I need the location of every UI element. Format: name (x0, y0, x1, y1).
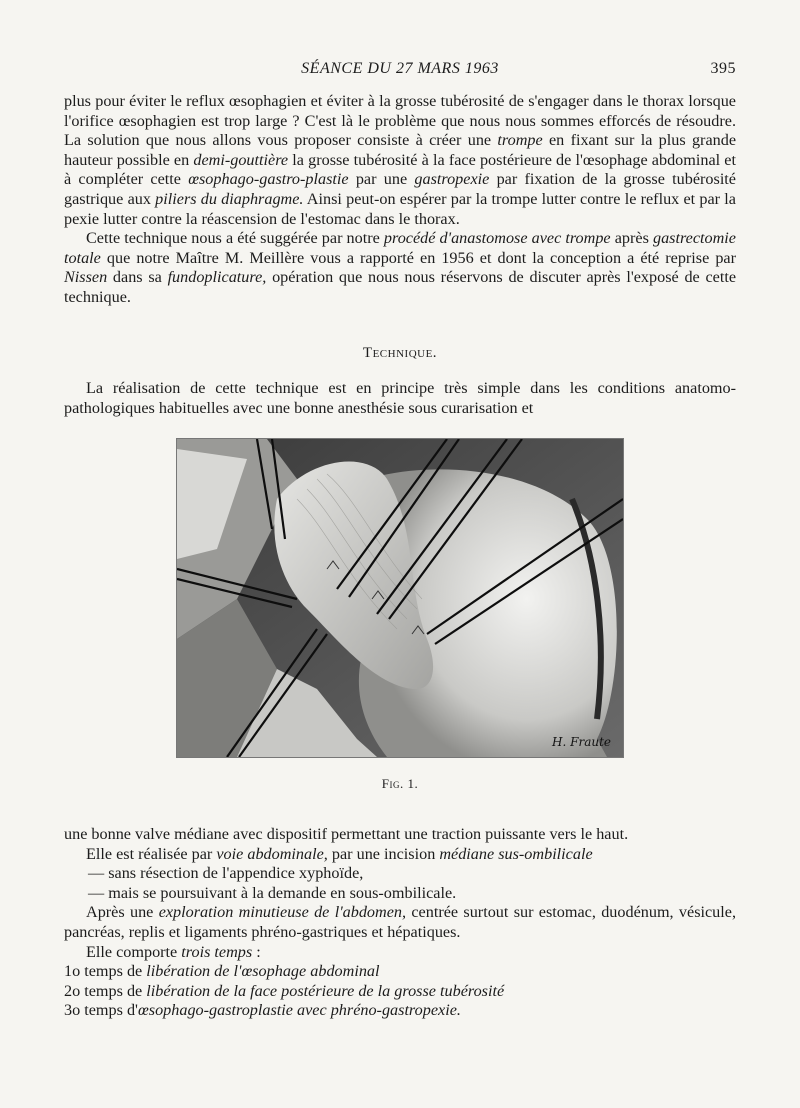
text: Cette technique nous a été suggérée par notre (86, 229, 384, 248)
paragraph-5 (64, 845, 736, 865)
page-header (64, 60, 736, 82)
italic-term: piliers du diaphragme. (155, 189, 304, 208)
text: Elle est réalisée par (86, 844, 217, 863)
step-3 (64, 1001, 736, 1021)
italic-term: gastrectomie totale (64, 229, 736, 267)
paragraph-7 (64, 943, 736, 963)
paragraph-4: une bonne valve médiane avec dispositif permettant une traction puissante vers le haut. (64, 825, 629, 843)
italic-term: libération de l'œsophage abdominal (146, 962, 380, 981)
text: par une incision (327, 844, 440, 863)
italic-term: médiane sus-ombilicale (439, 844, 593, 863)
body-technique (64, 379, 736, 418)
step-2 (64, 982, 736, 1002)
step-number: 2o (64, 981, 81, 1000)
dash-item-2: — mais se poursuivant à la demande en sous-ombilicale. (88, 883, 457, 902)
italic-term: libération de la face postérieure de la grosse tubérosité (146, 981, 505, 1000)
paragraph-3: La réalisation de cette technique est en principe très simple dans les conditions anatomo-pathologiques habituelles avec une bonne anesthésie sous curarisation et (64, 379, 736, 417)
text: temps d' (80, 1001, 138, 1020)
running-title: SÉANCE DU 27 MARS 1963 (301, 60, 499, 77)
paragraph-1 (64, 92, 736, 229)
dash-item-1: — sans résection de l'appendice xyphoïde, (88, 864, 364, 883)
illustrator-signature: H. Fraute (552, 735, 611, 749)
step-number: 1o (64, 962, 81, 981)
italic-term: voie abdominale, (216, 844, 328, 863)
italic-term: demi-gouttière (193, 150, 289, 169)
italic-term: procédé d'anastomose avec trompe (383, 229, 611, 248)
step-1 (64, 962, 736, 982)
italic-term: Nissen (64, 268, 108, 287)
italic-term: gastropexie (414, 170, 490, 189)
text: après (610, 229, 653, 248)
italic-term: œsophago-gastroplastie avec phréno-gastropexie. (137, 1001, 461, 1020)
italic-term: fundoplicature, (167, 268, 267, 287)
text: Après une (86, 903, 159, 922)
text: : (252, 942, 261, 961)
surgical-illustration (176, 438, 624, 758)
text: par une (348, 170, 415, 189)
italic-term: trompe (497, 131, 543, 150)
text: temps de (80, 981, 147, 1000)
illustration-drawing (177, 439, 623, 757)
text: Elle comporte (86, 942, 182, 961)
text: que notre Maître M. Meillère vous a rapporté en 1956 et dont la conception a été reprise par (100, 248, 736, 267)
text: dans sa (107, 268, 168, 287)
text: Ainsi peut-on espérer par la trompe lutter contre le reflux et par la pexie lutter contre la réascension de l'estomac dans le thorax. (64, 189, 736, 228)
body-bottom (64, 825, 736, 1021)
text: la grosse tubérosité à la face postérieure de l'œsophage abdominal et à compléter cette (64, 150, 736, 189)
paragraph-6 (64, 903, 736, 942)
text: opération que nous nous réservons de discuter après l'exposé de cette technique. (64, 268, 737, 306)
paragraph-2 (64, 229, 736, 307)
italic-term: trois temps (181, 942, 253, 961)
text: centrée surtout sur estomac, duodénum, vésicule, pancréas, replis et ligaments phréno-gastriques et hépatiques. (64, 903, 736, 941)
page-number: 395 (710, 60, 736, 77)
text: par fixation de la grosse tubérosité gastrique aux (64, 170, 736, 208)
text: en fixant sur la plus grande hauteur possible en (64, 131, 737, 169)
step-number: 3o (64, 1001, 81, 1020)
body-top (64, 92, 736, 308)
text: temps de (80, 962, 147, 981)
figure-caption: Fig. 1. (381, 776, 419, 791)
italic-term: exploration minutieuse de l'abdomen, (158, 903, 407, 922)
section-heading: Technique. (362, 345, 438, 361)
text: plus pour éviter le reflux œsophagien et éviter à la grosse tubérosité de s'engager dans le thorax lorsque l'orifice œsophagien est trop large ? C'est là le problème que nous nous sommes efforcés de résoudre. La solution que nous allons vous proposer consiste à créer une (64, 92, 736, 150)
italic-term: œsophago-gastro-plastie (188, 170, 349, 189)
